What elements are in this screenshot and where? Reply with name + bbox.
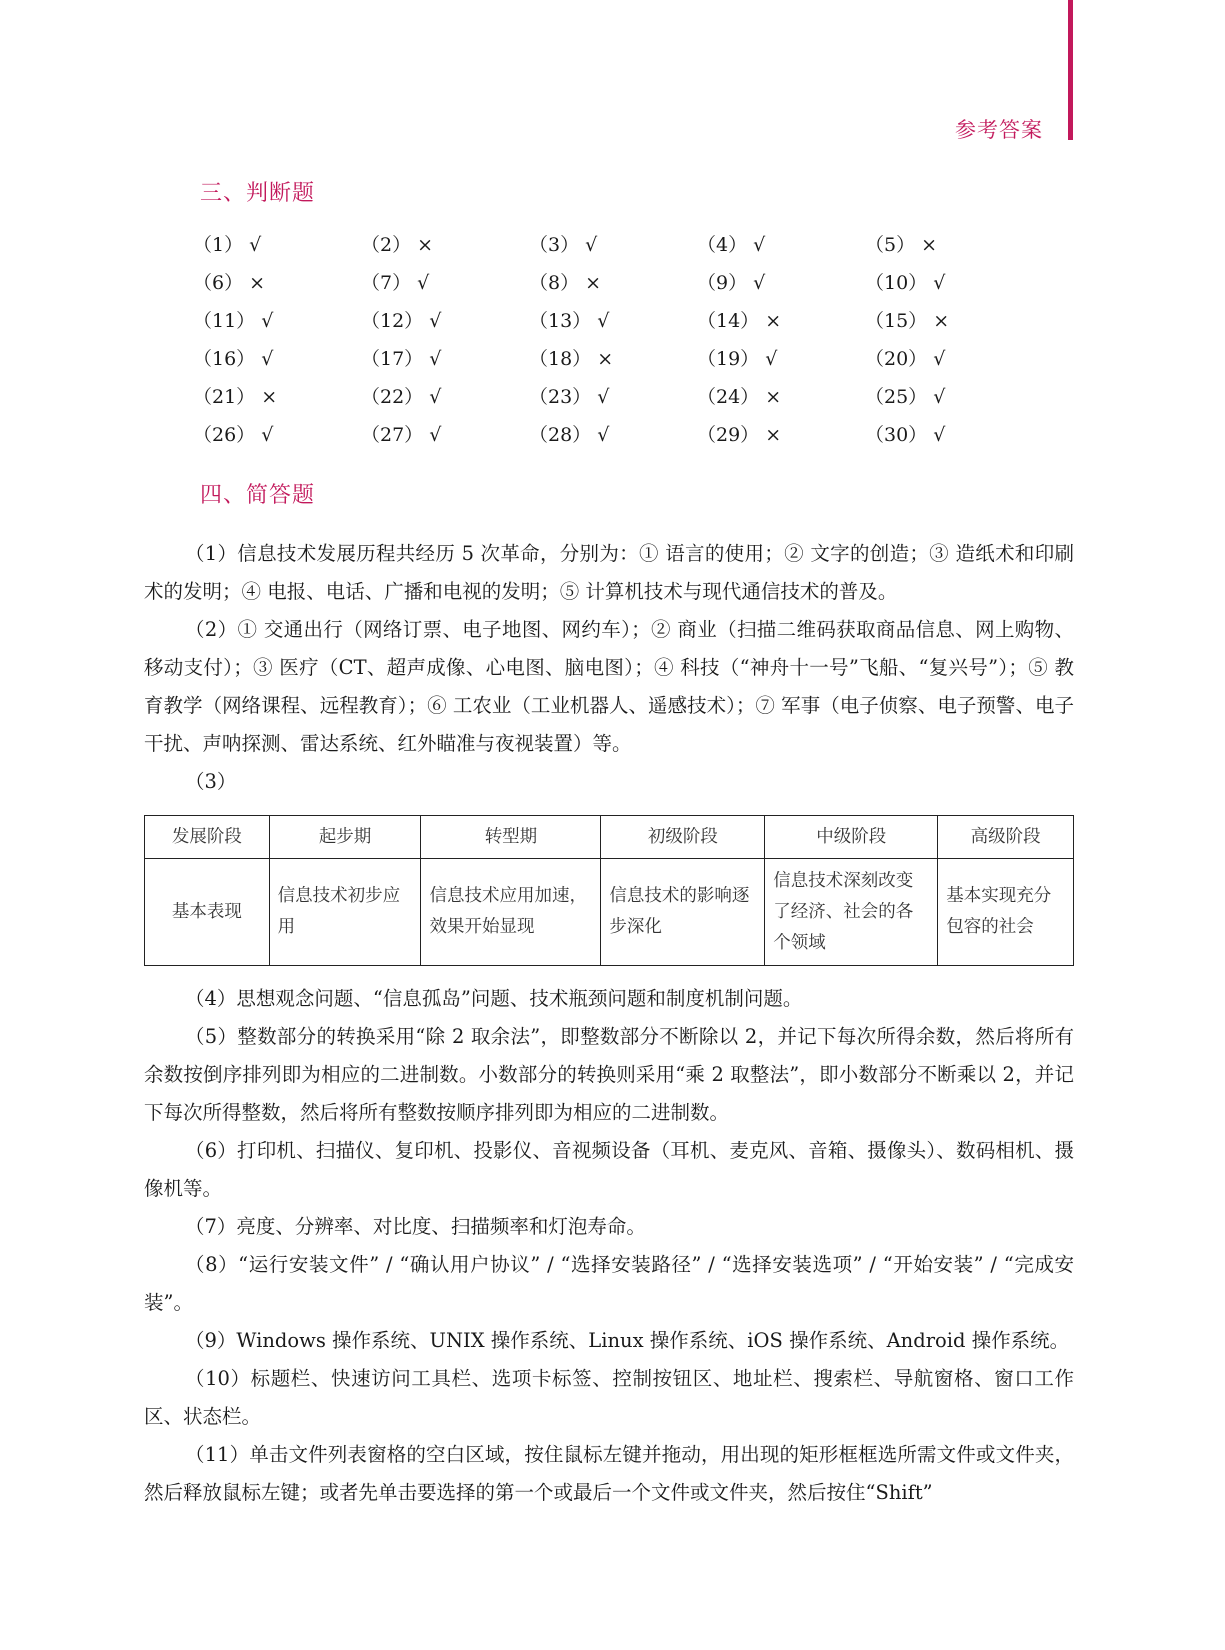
judgement-answer: （8） × bbox=[529, 272, 602, 294]
answer-paragraph: （6）打印机、扫描仪、复印机、投影仪、音视频设备（耳机、麦克风、音箱、摄像头）、数码相机、摄像机等。 bbox=[144, 1139, 1074, 1200]
answer-paragraph: （2）① 交通出行（网络订票、电子地图、网约车）；② 商业（扫描二维码获取商品信息、网上购物、移动支付）；③ 医疗（CT、超声成像、心电图、脑电图）；④ 科技（“神舟十一号”飞船、“复兴号”）；⑤ 教育教学（网络课程、远程教育）；⑥ 工农业（工业机器人、遥感技术）；⑦ 军事（电子侦察、电子预警、电子干扰、声呐探测、雷达系统、红外瞄准与夜视装置）等。 bbox=[144, 618, 1074, 755]
judgement-answer: （19） √ bbox=[697, 348, 778, 370]
answer-paragraph: （3） bbox=[185, 770, 237, 793]
judgement-answer: （1） √ bbox=[193, 234, 262, 256]
table-header-cell: 高级阶段 bbox=[938, 816, 1074, 859]
answer-paragraph: （7）亮度、分辨率、对比度、扫描频率和灯泡寿命。 bbox=[185, 1215, 646, 1238]
answer-paragraph: （8）“运行安装文件” / “确认用户协议” / “选择安装路径” / “选择安装选项” / “开始安装” / “完成安装”。 bbox=[144, 1253, 1074, 1314]
judgement-answer: （20） √ bbox=[865, 348, 946, 370]
judgement-answer: （23） √ bbox=[529, 386, 610, 408]
judgement-answer: （10） √ bbox=[865, 272, 946, 294]
judgement-answer: （5） × bbox=[865, 234, 938, 256]
running-header: 参考答案 bbox=[955, 118, 1043, 142]
judgement-answer: （2） × bbox=[361, 234, 434, 256]
table-header-cell: 中级阶段 bbox=[765, 816, 938, 859]
table-cell: 信息技术应用加速，效果开始显现 bbox=[421, 859, 601, 966]
judgement-answer: （18） × bbox=[529, 348, 614, 370]
judgement-answer: （30） √ bbox=[865, 424, 946, 446]
judgement-answer: （24） × bbox=[697, 386, 782, 408]
short-answer-body bbox=[144, 535, 1074, 1512]
table-header-cell: 起步期 bbox=[269, 816, 421, 859]
judgement-answer: （22） √ bbox=[361, 386, 442, 408]
judgement-answer: （26） √ bbox=[193, 424, 274, 446]
table-row bbox=[145, 859, 1074, 966]
answer-paragraph: （5）整数部分的转换采用“除 2 取余法”，即整数部分不断除以 2，并记下每次所得余数，然后将所有余数按倒序排列即为相应的二进制数。小数部分的转换则采用“乘 2 取整法”，即小数部分不断乘以 2，并记下每次所得整数，然后将所有整数按顺序排列即为相应的二进制数。 bbox=[144, 1025, 1074, 1124]
development-stages-table bbox=[144, 815, 1074, 966]
section-title-short-answer: 四、简答题 bbox=[200, 483, 316, 508]
judgement-answer: （16） √ bbox=[193, 348, 274, 370]
judgement-answer: （12） √ bbox=[361, 310, 442, 332]
table-header-cell: 转型期 bbox=[421, 816, 601, 859]
table-cell: 基本表现 bbox=[145, 859, 270, 966]
judgement-answer: （27） √ bbox=[361, 424, 442, 446]
table-header-cell: 发展阶段 bbox=[145, 816, 270, 859]
table-cell: 基本实现充分包容的社会 bbox=[938, 859, 1074, 966]
judgement-answer: （3） √ bbox=[529, 234, 598, 256]
header-accent-bar bbox=[1068, 0, 1073, 140]
answer-paragraph: （9）Windows 操作系统、UNIX 操作系统、Linux 操作系统、iOS 操作系统、Android 操作系统。 bbox=[185, 1329, 1070, 1352]
section-title-judgement: 三、判断题 bbox=[200, 181, 316, 206]
judgement-answer: （4） √ bbox=[697, 234, 766, 256]
answer-paragraph: （10）标题栏、快速访问工具栏、选项卡标签、控制按钮区、地址栏、搜索栏、导航窗格、窗口工作区、状态栏。 bbox=[144, 1367, 1074, 1428]
judgement-answer: （7） √ bbox=[361, 272, 430, 294]
table-cell: 信息技术深刻改变了经济、社会的各个领域 bbox=[765, 859, 938, 966]
judgement-answer: （9） √ bbox=[697, 272, 766, 294]
judgement-answer: （13） √ bbox=[529, 310, 610, 332]
judgement-answer: （28） √ bbox=[529, 424, 610, 446]
answer-paragraph: （4）思想观念问题、“信息孤岛”问题、技术瓶颈问题和制度机制问题。 bbox=[185, 987, 803, 1010]
judgement-answer: （25） √ bbox=[865, 386, 946, 408]
answer-paragraph: （1）信息技术发展历程共经历 5 次革命，分别为：① 语言的使用；② 文字的创造；③ 造纸术和印刷术的发明；④ 电报、电话、广播和电视的发明；⑤ 计算机技术与现代通信技术的普及。 bbox=[144, 542, 1074, 603]
judgement-answer: （15） × bbox=[865, 310, 950, 332]
table-header-cell: 初级阶段 bbox=[601, 816, 765, 859]
judgement-answer: （14） × bbox=[697, 310, 782, 332]
table-header-row bbox=[145, 816, 1074, 859]
judgement-answer: （29） × bbox=[697, 424, 782, 446]
judgement-answer: （17） √ bbox=[361, 348, 442, 370]
table-cell: 信息技术初步应用 bbox=[269, 859, 421, 966]
answer-paragraph: （11）单击文件列表窗格的空白区域，按住鼠标左键并拖动，用出现的矩形框框选所需文件或文件夹，然后释放鼠标左键；或者先单击要选择的第一个或最后一个文件或文件夹，然后按住“Shift” bbox=[144, 1443, 1074, 1504]
table-cell: 信息技术的影响逐步深化 bbox=[601, 859, 765, 966]
judgement-answer: （21） × bbox=[193, 386, 278, 408]
judgement-answer: （6） × bbox=[193, 272, 266, 294]
judgement-answer: （11） √ bbox=[193, 310, 274, 332]
judgement-answer-grid bbox=[193, 230, 1033, 458]
